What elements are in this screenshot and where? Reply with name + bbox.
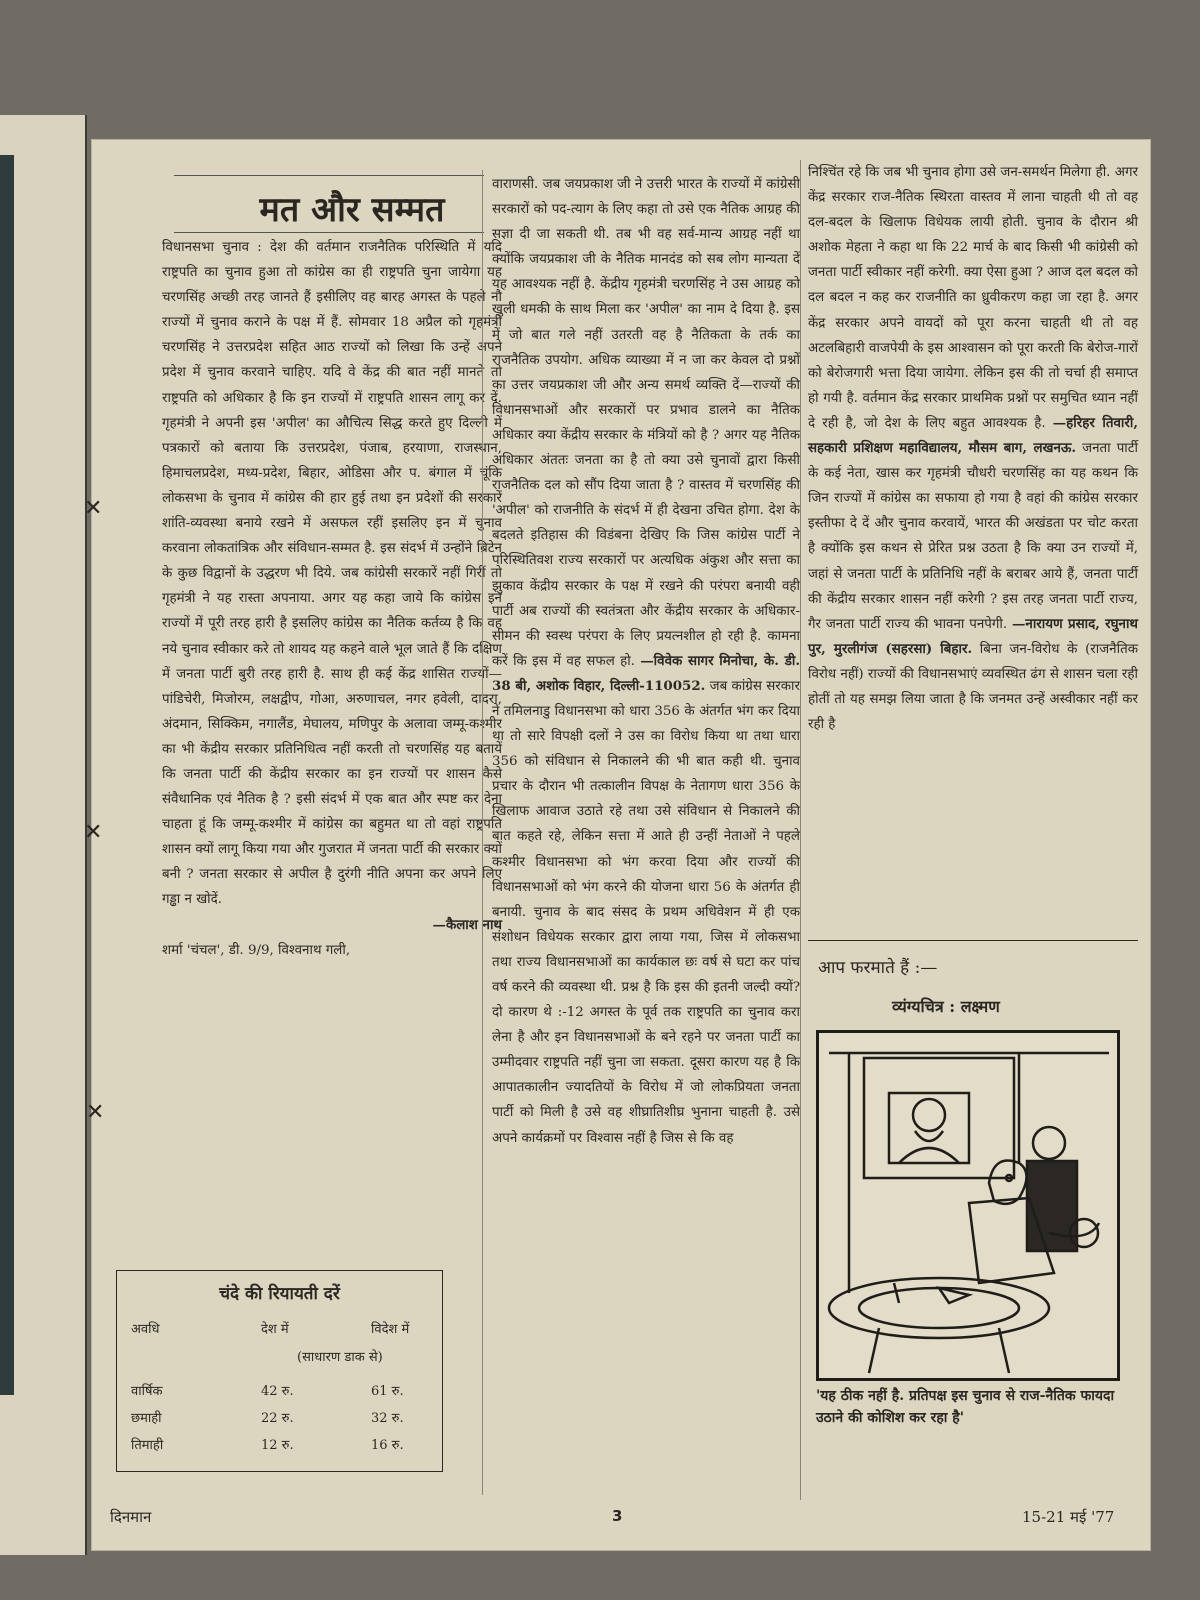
- column-divider: [800, 160, 801, 1500]
- letters-column-2: [492, 172, 800, 1151]
- title-rule-top: [174, 175, 484, 176]
- column-divider: [482, 170, 483, 1495]
- magazine-name: दिनमान: [110, 1508, 152, 1526]
- cartoon-illustration: [816, 1030, 1120, 1381]
- magazine-page: [84, 140, 1150, 1550]
- subscription-rates-box: चंदे की रियायती दरें अवधि देश में विदेश में (साधारण डाक से) वार्षिक 42 रु. 61 रु. छमाही 22 रु. 32 रु. तिमाही 12 रु. 16 रु.: [116, 1270, 443, 1472]
- letters-column-1: [162, 235, 502, 963]
- letter-body: विधानसभा चुनाव : देश की वर्तमान राजनैतिक परिस्थिति में यदि राष्ट्रपति का चुनाव हुआ तो कांग्रेस का ही राष्ट्रपति चुना जायेगा यह चरणसिंह अच्छी तरह जानते हैं इसीलिए वह बारह अगस्त के पहले नौ राज्यों में चुनाव कराने के पक्ष में हैं. सोमवार 18 अप्रैल को गृहमंत्री चरणसिंह ने उत्तरप्रदेश सहित आठ राज्यों को लिखा कि उन्हें अपने प्रदेश में चुनाव करवाने चाहिए. यदि वे केंद्र की बात नहीं मानते तो राष्ट्रपति को अधिकार है कि इन राज्यों में राष्ट्रपति शासन लागू कर दें. गृहमंत्री ने अपनी इस 'अपील' का औचित्य सिद्ध करते हुए दिल्ली में पत्रकारों को बताया कि उत्तरप्रदेश, पंजाब, हरयाणा, राजस्थान, हिमाचलप्रदेश, मध्य-प्रदेश, बिहार, ओडिसा और प. बंगाल में चूंकि लोकसभा के चुनाव में कांग्रेस की हार हुई तथा इन प्रदेशों की सरकारें शांति-व्यवस्था बनाये रखने में असफल रहीं इसलिए इन में चुनाव करवाना लोकतांत्रिक और संविधान-सम्मत है. इस संदर्भ में उन्होंने ब्रिटेन के कुछ विद्वानों के उद्धरण भी दिये. जब कांग्रेसी सरकारें नहीं गिरीं तो गृहमंत्री ने यह रास्ता अपनाया. अगर यह कहा जाये कि कांग्रेस इन राज्यों में पूरी तरह हारी है इसलिए कांग्रेस का नैतिक कर्तव्य है कि वह नये चुनाव स्वीकार करे तो शायद यह कहने वाले भूल जाते हैं कि दक्षिण में जनता पार्टी बुरी तरह हारी है. साथ ही कई केंद्र शासित राज्यों—पांडिचेरी, मिजोरम, लक्षद्वीप, गोआ, अरुणाचल, नगर हवेली, दादरा, अंदमान, सिक्किम, नगालैंड, मेघालय, मणिपुर के अलावा जम्मू-कश्मीर का भी केंद्रीय सरकार प्रतिनिधित्व नहीं करती तो चरणसिंह यह बतायें कि जनता पार्टी की केंद्रीय सरकार का इन राज्यों पर शासन कैसे संवैधानिक एवं नैतिक है ? इसी संदर्भ में एक बात और स्पष्ट कर देना चाहता हूं कि जम्मू-कश्मीर में कांग्रेस का बहुमत था तो वहां राष्ट्रपति शासन क्यों लागू किया गया और गुजरात में जनता पार्टी की सरकार क्यों बनी ? जनता सरकार से अपील है दुरंगी नीति अपना कर अपने लिए गड्ढा न खोदें.: [162, 240, 502, 908]
- page-title: मत और सम्मत: [259, 190, 445, 230]
- subscription-subheader: (साधारण डाक से): [297, 1350, 383, 1365]
- previous-page-edge: [0, 115, 87, 1555]
- section-rule: [808, 940, 1138, 941]
- subscription-title: चंदे की रियायती दरें: [219, 1284, 340, 1304]
- letter-signature: —कैलाश नाथ: [432, 916, 502, 933]
- letter-body: वाराणसी. जब जयप्रकाश जी ने उत्तरी भारत के राज्यों में कांग्रेसी सरकारों को पद-त्याग के लिए कहा तो उसे एक नैतिक आग्रह की सज्ञा दी जा सकती थी. तब भी वह सर्व-मान्य आग्रह नहीं था क्योंकि जयप्रकाश जी के नैतिक मानदंड को सब लोग मान्यता दें यह आवश्यक नहीं है. केंद्रीय गृहमंत्री चरणसिंह ने उस आग्रह को खुली धमकी के साथ मिला कर 'अपील' का नाम दे दिया है. इस में जो बात गले नहीं उतरती वह है नैतिकता के तर्क का राजनैतिक उपयोग. अधिक व्याख्या में न जा कर केवल दो प्रश्नों का उत्तर जयप्रकाश जी और अन्य समर्थ व्यक्ति दें—राज्यों की विधानसभाओं और सरकारों पर प्रभाव डालने का नैतिक अधिकार क्या केंद्रीय सरकार के मंत्रियों को है ? अगर यह नैतिक अधिकार अंततः जनता का है तो क्या उसे चुनावों द्वारा किसी राजनैतिक दल को सौंप दिया जाता है ? वास्तव में चरणसिंह की 'अपील' को राजनीति के संदर्भ में ही देखना उचित होगा. देश के बदलते इतिहास की विडंबना देखिए कि जिस कांग्रेस पार्टी ने परिस्थितिवश राज्य सरकारों पर अत्यधिक अंकुश और सत्ता का झुकाव केंद्रीय सरकार के पक्ष में रखने की परंपरा बनायी वही पार्टी अब राज्यों की स्वतंत्रता और केंद्रीय सरकार के अधिकार-सीमन की स्वस्थ परंपरा के लिए प्रयत्नशील हो रही है. कामना करें कि इस में वह सफल हो. —विवेक सागर मिनोचा, के. डी. 38 बी, अशोक विहार, दिल्ली-110052. जब कांग्रेस सरकार ने तमिलनाडु विधानसभा को धारा 356 के अंतर्गत भंग कर दिया था तो सारे विपक्षी दलों ने उस का विरोध किया था तथा धारा 356 को संविधान से निकालने की भी बात कही थी. चुनाव प्रचार के दौरान भी तत्कालीन विपक्ष के नेतागण धारा 356 के खिलाफ आवाज उठाते रहे तथा उसे संविधान से निकालने की बात कहते रहे, लेकिन सत्ता में आते ही उन्हीं नेताओं ने पहले कश्मीर विधानसभा को भंग करवा दिया और राज्यों की विधानसभाओं को भंग करने की योजना धारा 56 के अंतर्गत ही बनायी. चुनाव के बाद संसद के प्रथम अधिवेशन में ही एक संशोधन विधेयक सरकार द्वारा लाया गया, जिस में लोकसभा तथा राज्य विधानसभाओं का कार्यकाल छः वर्ष से घटा कर पांच वर्ष करने की व्यवस्था थी. प्रश्न है कि इस की इतनी जल्दी क्यों? दो कारण थे :-12 अगस्त के पूर्व तक राष्ट्रपति का चुनाव करा लेना है और इन विधानसभाओं के बने रहने पर जनता पार्टी का उम्मीदवार राष्ट्रपति नहीं चुना जा सकता. दूसरा कारण यह है कि आपातकालीन ज्यादतियों के विरोध में जो लोकप्रियता जनता पार्टी को मिली है उसे वह शीघ्रातिशीघ्र भुनाना चाहती है. उसे अपने कार्यक्रमों पर विश्वास नहीं है जिस से कि वह: [492, 177, 800, 1146]
- cartoon-drawing: [819, 1033, 1117, 1378]
- letter-signature: —हरिहर तिवारी, सहकारी प्रशिक्षण महाविद्यालय, मौसम बाग, लखनऊ.: [808, 414, 1138, 457]
- header-period: अवधि: [131, 1322, 160, 1337]
- header-abroad: विदेश में: [371, 1322, 410, 1337]
- stitch-mark-icon: ✕: [84, 820, 103, 845]
- letter-body: निश्चिंत रहे कि जब भी चुनाव होगा उसे जन-समर्थन मिलेगा ही. अगर केंद्र सरकार राज-नैतिक स्थिरता वास्तव में लाना चाहती थी तो वह दल-बदल के खिलाफ विधेयक लायी होती. चुनाव के दौरान श्री अशोक मेहता ने कहा था कि 22 मार्च के बाद किसी भी कांग्रेसी को जनता पार्टी स्वीकार नहीं करेगी. क्या ऐसा हुआ ? आज दल बदल को दल बदल न कह कर राजनीति का ध्रुवीकरण कहा जा रहा है. अगर केंद्र सरकार अपने वायदों को पूरा करना चाहती थी तो वह अटलबिहारी वाजपेयी के इस आश्वासन को पूरा करती कि बेरोज-गारों को बेरोजगारी भत्ता दिया जायेगा. लेकिन इस की तो चर्चा ही समाप्त हो गयी है. वर्तमान केंद्र सरकार प्राथमिक प्रश्नों पर समुचित ध्यान नहीं दे रही है, जो देश के लिए बहुत आवश्यक है. —हरिहर तिवारी, सहकारी प्रशिक्षण महाविद्यालय, मौसम बाग, लखनऊ. जनता पार्टी के कई नेता, खास कर गृहमंत्री चौधरी चरणसिंह का यह कथन कि जिन राज्यों में कांग्रेस का सफाया हो गया है वहां की कांग्रेस सरकार इस्तीफा दे दें और चुनाव करवायें, भारत की अखंडता पर चोट करता है क्योंकि इस कथन से प्रेरित प्रश्न उठता है कि क्या उन राज्यों में, जहां से जनता पार्टी के प्रतिनिधि नहीं के बराबर आये हैं, जनता पार्टी की केंद्रीय सरकार शासन नहीं करेगी ? इस तरह जनता पार्टी राज्य, गैर जनता पार्टी राज्य की भावना पनपेगी. —नारायण प्रसाद, रघुनाथ पुर, मुरलीगंज (सहरसा) बिहार. बिना जन-विरोध के (राजनैतिक विरोध नहीं) राज्यों की विधानसभाएं व्यवस्थित ढंग से शासन चला रही होतीं तो यह समझ लिया जाता है कि जनमत उन्हें अस्वीकार नहीं कर रही है: [808, 165, 1138, 733]
- previous-page-strip: [0, 155, 14, 1395]
- header-india: देश में: [261, 1322, 289, 1337]
- letter-signature: —नारायण प्रसाद, रघुनाथ पुर, मुरलीगंज (सहरसा) बिहार.: [808, 615, 1138, 657]
- letter-signature: —विवेक सागर मिनोचा, के. डी. 38 बी, अशोक विहार, दिल्ली-110052.: [492, 652, 800, 694]
- stitch-mark-icon: ✕: [86, 1100, 105, 1125]
- letter-address: शर्मा 'चंचल', डी. 9/9, विश्वनाथ गली,: [162, 942, 351, 958]
- stitch-mark-icon: ✕: [84, 496, 103, 521]
- title-rule-bottom: [174, 232, 484, 233]
- letters-column-3: [808, 160, 1138, 737]
- page-number: 3: [612, 1507, 623, 1525]
- cartoon-byline: व्यंग्यचित्र : लक्ष्मण: [892, 997, 1000, 1016]
- issue-date: 15-21 मई '77: [1022, 1508, 1115, 1526]
- cartoon-caption: 'यह ठीक नहीं है. प्रतिपक्ष इस चुनाव से राज-नैतिक फायदा उठाने की कोशिश कर रहा है': [816, 1388, 1115, 1426]
- feature-heading: आप फरमाते हैं :—: [818, 958, 938, 978]
